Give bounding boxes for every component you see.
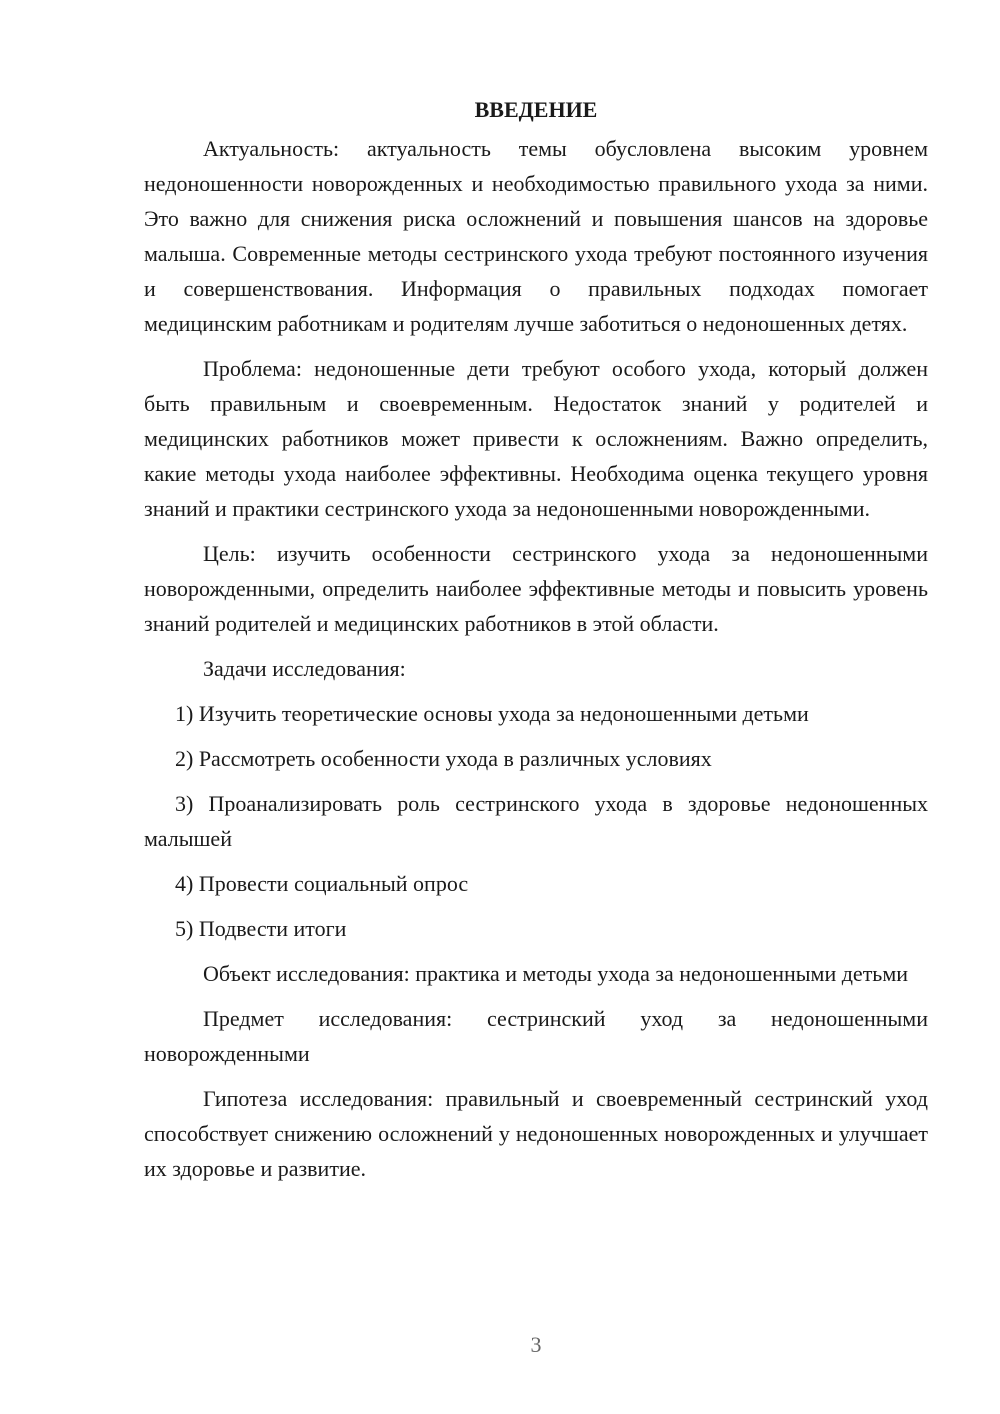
list-item: 2) Рассмотреть особенности ухода в различных условиях: [175, 746, 712, 771]
paragraph-object: Объект исследования: практика и методы ухода за недоношенными детьми: [203, 961, 909, 986]
paragraph-hypothesis: Гипотеза исследования: правильный и своевременный сестринский уход способствует снижению осложнений у недоношенных новорожденных и улучшает их здоровье и развитие.: [144, 1086, 928, 1181]
list-item: 1) Изучить теоретические основы ухода за недоношенными детьми: [175, 701, 809, 726]
document-page: [144, 92, 928, 1196]
paragraph-problem: Проблема: недоношенные дети требуют особого ухода, который должен быть правильным и своевременным. Недостаток знаний у родителей и медицинских работников может привести к осложнениям. Важно определить, какие методы ухода наиболее эффективны. Необходима оценка текущего уровня знаний и практики сестринского ухода за недоношенными новорожденными.: [144, 356, 928, 521]
paragraph-goal: Цель: изучить особенности сестринского ухода за недоношенными новорожденными, определить наиболее эффективные методы и повысить уровень знаний родителей и медицинских работников в этой области.: [144, 541, 928, 636]
list-item: 4) Провести социальный опрос: [175, 871, 469, 896]
tasks-list: [144, 696, 928, 946]
paragraph-subject: Предмет исследования: сестринский уход за недоношенными новорожденными: [144, 1006, 928, 1066]
list-item: 3) Проанализировать роль сестринского ухода в здоровье недоношенных малышей: [144, 791, 928, 851]
page-title: ВВЕДЕНИЕ: [474, 97, 598, 122]
paragraph-relevance: Актуальность: актуальность темы обусловлена высоким уровнем недоношенности новорожденных и необходимостью правильного ухода за ними. Это важно для снижения риска осложнений и повышения шансов на здоровье малыша. Современные методы сестринского ухода требуют постоянного изучения и совершенствования. Информация о правильных подходах помогает медицинским работникам и родителям лучше заботиться о недоношенных детях.: [144, 136, 928, 336]
tasks-heading: Задачи исследования:: [203, 656, 406, 681]
page-number: 3: [530, 1332, 542, 1357]
list-item: 5) Подвести итоги: [175, 916, 347, 941]
